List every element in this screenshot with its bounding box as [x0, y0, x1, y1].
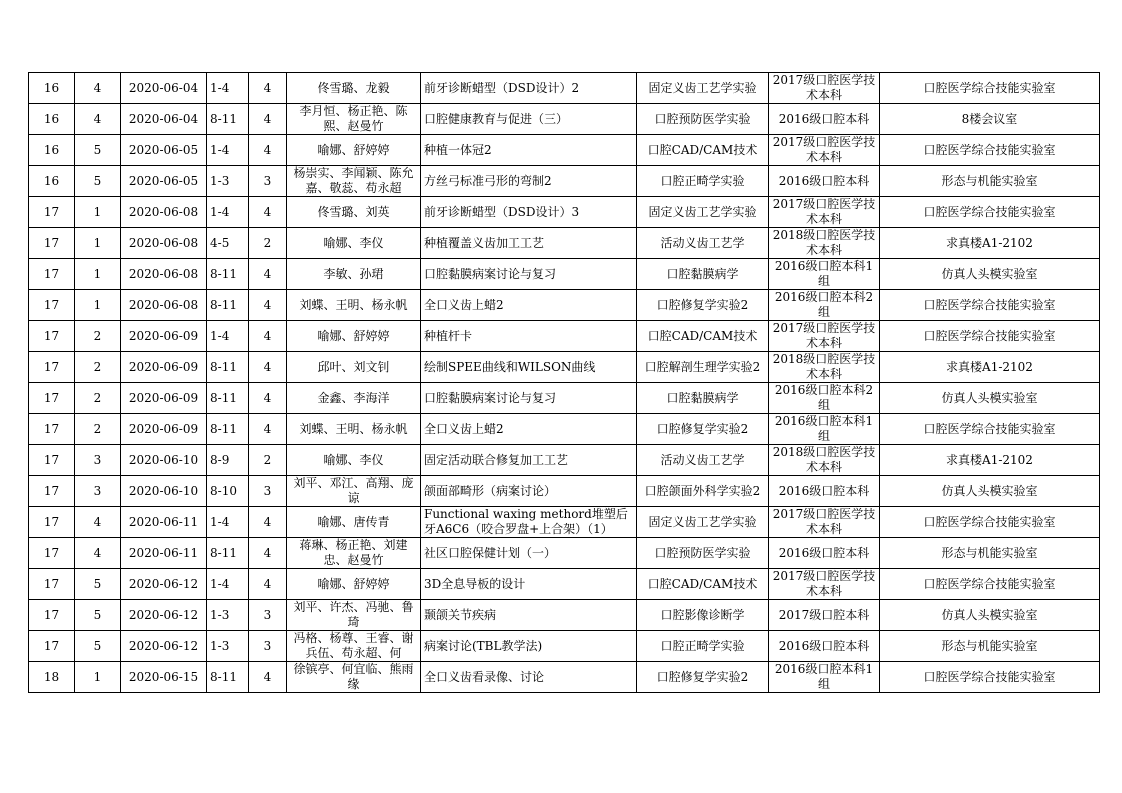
room-cell: 形态与机能实验室 — [880, 631, 1100, 662]
table-row — [29, 197, 1100, 228]
room-cell: 仿真人头模实验室 — [880, 600, 1100, 631]
room-cell: 口腔医学综合技能实验室 — [880, 569, 1100, 600]
class-cell: 2016级口腔本科 — [769, 104, 880, 135]
period-cell: 1-4 — [207, 135, 249, 166]
hours-cell: 4 — [249, 73, 287, 104]
date-cell: 2020-06-04 — [121, 73, 207, 104]
room-cell: 求真楼A1-2102 — [880, 352, 1100, 383]
room-cell: 仿真人头模实验室 — [880, 476, 1100, 507]
subject-cell: 固定义齿工艺学实验 — [637, 507, 769, 538]
table-row — [29, 259, 1100, 290]
class-cell: 2017级口腔医学技术本科 — [769, 507, 880, 538]
course-cell: 全口义齿看录像、讨论 — [421, 662, 637, 693]
subject-cell: 口腔解剖生理学实验2 — [637, 352, 769, 383]
class-cell: 2018级口腔医学技术本科 — [769, 352, 880, 383]
period-cell: 1-4 — [207, 321, 249, 352]
date-cell: 2020-06-08 — [121, 197, 207, 228]
week-cell: 17 — [29, 600, 75, 631]
class-cell: 2016级口腔本科 — [769, 476, 880, 507]
weekday-cell: 2 — [75, 383, 121, 414]
class-cell: 2018级口腔医学技术本科 — [769, 445, 880, 476]
course-cell: 口腔健康教育与促进（三） — [421, 104, 637, 135]
weekday-cell: 1 — [75, 197, 121, 228]
period-cell: 1-3 — [207, 166, 249, 197]
weekday-cell: 5 — [75, 166, 121, 197]
date-cell: 2020-06-05 — [121, 135, 207, 166]
teachers-cell: 佟雪璐、龙毅 — [287, 73, 421, 104]
class-cell: 2017级口腔医学技术本科 — [769, 73, 880, 104]
date-cell: 2020-06-08 — [121, 228, 207, 259]
course-cell: 前牙诊断蜡型（DSD设计）3 — [421, 197, 637, 228]
hours-cell: 4 — [249, 259, 287, 290]
course-cell: 绘制SPEE曲线和WILSON曲线 — [421, 352, 637, 383]
hours-cell: 3 — [249, 600, 287, 631]
subject-cell: 口腔黏膜病学 — [637, 259, 769, 290]
table-row — [29, 569, 1100, 600]
period-cell: 8-11 — [207, 414, 249, 445]
class-cell: 2016级口腔本科1组 — [769, 414, 880, 445]
date-cell: 2020-06-04 — [121, 104, 207, 135]
subject-cell: 活动义齿工艺学 — [637, 445, 769, 476]
subject-cell: 固定义齿工艺学实验 — [637, 73, 769, 104]
class-cell: 2016级口腔本科 — [769, 538, 880, 569]
teachers-cell: 刘平、许杰、冯驰、鲁琦 — [287, 600, 421, 631]
date-cell: 2020-06-05 — [121, 166, 207, 197]
class-cell: 2016级口腔本科1组 — [769, 259, 880, 290]
week-cell: 17 — [29, 352, 75, 383]
week-cell: 17 — [29, 259, 75, 290]
subject-cell: 口腔预防医学实验 — [637, 104, 769, 135]
period-cell: 1-3 — [207, 600, 249, 631]
course-cell: Functional waxing methord堆塑后牙A6C6（咬合罗盘+上合架）（1） — [421, 507, 637, 538]
teachers-cell: 喻娜、李仪 — [287, 228, 421, 259]
schedule-table — [28, 72, 1100, 693]
table-row — [29, 476, 1100, 507]
period-cell: 1-4 — [207, 507, 249, 538]
course-cell: 种植覆盖义齿加工工艺 — [421, 228, 637, 259]
week-cell: 18 — [29, 662, 75, 693]
class-cell: 2017级口腔医学技术本科 — [769, 197, 880, 228]
week-cell: 17 — [29, 197, 75, 228]
hours-cell: 2 — [249, 445, 287, 476]
room-cell: 仿真人头模实验室 — [880, 383, 1100, 414]
class-cell: 2016级口腔本科2组 — [769, 383, 880, 414]
course-cell: 全口义齿上蜡2 — [421, 414, 637, 445]
hours-cell: 4 — [249, 321, 287, 352]
course-cell: 颌面部畸形（病案讨论） — [421, 476, 637, 507]
course-cell: 固定活动联合修复加工工艺 — [421, 445, 637, 476]
course-cell: 3D全息导板的设计 — [421, 569, 637, 600]
teachers-cell: 喻娜、唐传青 — [287, 507, 421, 538]
hours-cell: 4 — [249, 104, 287, 135]
room-cell: 8楼会议室 — [880, 104, 1100, 135]
teachers-cell: 喻娜、舒婷婷 — [287, 321, 421, 352]
weekday-cell: 4 — [75, 507, 121, 538]
date-cell: 2020-06-12 — [121, 569, 207, 600]
table-row — [29, 507, 1100, 538]
class-cell: 2016级口腔本科2组 — [769, 290, 880, 321]
course-cell: 方丝弓标准弓形的弯制2 — [421, 166, 637, 197]
course-cell: 病案讨论(TBL教学法) — [421, 631, 637, 662]
table-row — [29, 104, 1100, 135]
teachers-cell: 徐镔亭、何宜临、熊雨缘 — [287, 662, 421, 693]
week-cell: 17 — [29, 321, 75, 352]
week-cell: 17 — [29, 631, 75, 662]
teachers-cell: 喻娜、李仪 — [287, 445, 421, 476]
subject-cell: 活动义齿工艺学 — [637, 228, 769, 259]
table-row — [29, 166, 1100, 197]
table-row — [29, 600, 1100, 631]
teachers-cell: 蒋琳、杨正艳、刘建忠、赵曼竹 — [287, 538, 421, 569]
date-cell: 2020-06-11 — [121, 507, 207, 538]
course-cell: 社区口腔保健计划（一） — [421, 538, 637, 569]
period-cell: 8-11 — [207, 383, 249, 414]
date-cell: 2020-06-09 — [121, 383, 207, 414]
week-cell: 17 — [29, 569, 75, 600]
week-cell: 17 — [29, 228, 75, 259]
table-row — [29, 135, 1100, 166]
table-row — [29, 228, 1100, 259]
week-cell: 17 — [29, 445, 75, 476]
period-cell: 8-11 — [207, 104, 249, 135]
period-cell: 8-10 — [207, 476, 249, 507]
teachers-cell: 喻娜、舒婷婷 — [287, 135, 421, 166]
subject-cell: 口腔颌面外科学实验2 — [637, 476, 769, 507]
hours-cell: 3 — [249, 631, 287, 662]
hours-cell: 4 — [249, 569, 287, 600]
subject-cell: 口腔CAD/CAM技术 — [637, 569, 769, 600]
table-row — [29, 445, 1100, 476]
room-cell: 形态与机能实验室 — [880, 166, 1100, 197]
period-cell: 8-11 — [207, 259, 249, 290]
week-cell: 17 — [29, 538, 75, 569]
week-cell: 16 — [29, 73, 75, 104]
course-cell: 颞颌关节疾病 — [421, 600, 637, 631]
table-row — [29, 383, 1100, 414]
period-cell: 1-4 — [207, 197, 249, 228]
room-cell: 形态与机能实验室 — [880, 538, 1100, 569]
date-cell: 2020-06-08 — [121, 290, 207, 321]
room-cell: 求真楼A1-2102 — [880, 228, 1100, 259]
weekday-cell: 1 — [75, 228, 121, 259]
teachers-cell: 李月恒、杨正艳、陈熙、赵曼竹 — [287, 104, 421, 135]
teachers-cell: 喻娜、舒婷婷 — [287, 569, 421, 600]
date-cell: 2020-06-15 — [121, 662, 207, 693]
date-cell: 2020-06-09 — [121, 352, 207, 383]
schedule-rows — [29, 73, 1100, 693]
teachers-cell: 刘蝶、王明、杨永帆 — [287, 414, 421, 445]
room-cell: 口腔医学综合技能实验室 — [880, 662, 1100, 693]
hours-cell: 4 — [249, 662, 287, 693]
table-row — [29, 414, 1100, 445]
teachers-cell: 刘平、邓江、高翔、庞谅 — [287, 476, 421, 507]
hours-cell: 2 — [249, 228, 287, 259]
course-cell: 全口义齿上蜡2 — [421, 290, 637, 321]
subject-cell: 口腔黏膜病学 — [637, 383, 769, 414]
period-cell: 1-4 — [207, 569, 249, 600]
period-cell: 1-3 — [207, 631, 249, 662]
hours-cell: 4 — [249, 414, 287, 445]
hours-cell: 4 — [249, 135, 287, 166]
period-cell: 8-11 — [207, 352, 249, 383]
course-cell: 前牙诊断蜡型（DSD设计）2 — [421, 73, 637, 104]
class-cell: 2016级口腔本科 — [769, 166, 880, 197]
hours-cell: 4 — [249, 290, 287, 321]
period-cell: 8-11 — [207, 662, 249, 693]
hours-cell: 3 — [249, 166, 287, 197]
subject-cell: 口腔影像诊断学 — [637, 600, 769, 631]
table-row — [29, 321, 1100, 352]
subject-cell: 口腔正畸学实验 — [637, 631, 769, 662]
teachers-cell: 佟雪璐、刘英 — [287, 197, 421, 228]
room-cell: 口腔医学综合技能实验室 — [880, 290, 1100, 321]
teachers-cell: 杨崇实、李闻颖、陈允嘉、敬蕊、苟永超 — [287, 166, 421, 197]
week-cell: 17 — [29, 383, 75, 414]
class-cell: 2017级口腔医学技术本科 — [769, 135, 880, 166]
class-cell: 2016级口腔本科1组 — [769, 662, 880, 693]
hours-cell: 4 — [249, 507, 287, 538]
room-cell: 口腔医学综合技能实验室 — [880, 197, 1100, 228]
date-cell: 2020-06-10 — [121, 476, 207, 507]
weekday-cell: 2 — [75, 321, 121, 352]
hours-cell: 4 — [249, 197, 287, 228]
table-row — [29, 73, 1100, 104]
period-cell: 8-11 — [207, 290, 249, 321]
class-cell: 2016级口腔本科 — [769, 631, 880, 662]
weekday-cell: 5 — [75, 631, 121, 662]
date-cell: 2020-06-09 — [121, 414, 207, 445]
period-cell: 1-4 — [207, 73, 249, 104]
teachers-cell: 邱叶、刘文钊 — [287, 352, 421, 383]
date-cell: 2020-06-12 — [121, 600, 207, 631]
weekday-cell: 2 — [75, 414, 121, 445]
weekday-cell: 4 — [75, 104, 121, 135]
course-cell: 种植杆卡 — [421, 321, 637, 352]
table-row — [29, 352, 1100, 383]
week-cell: 17 — [29, 290, 75, 321]
hours-cell: 3 — [249, 476, 287, 507]
class-cell: 2017级口腔医学技术本科 — [769, 569, 880, 600]
teachers-cell: 李敏、孙珺 — [287, 259, 421, 290]
subject-cell: 口腔预防医学实验 — [637, 538, 769, 569]
subject-cell: 口腔CAD/CAM技术 — [637, 321, 769, 352]
date-cell: 2020-06-08 — [121, 259, 207, 290]
room-cell: 求真楼A1-2102 — [880, 445, 1100, 476]
week-cell: 17 — [29, 476, 75, 507]
week-cell: 17 — [29, 507, 75, 538]
weekday-cell: 5 — [75, 569, 121, 600]
subject-cell: 口腔正畸学实验 — [637, 166, 769, 197]
weekday-cell: 3 — [75, 445, 121, 476]
weekday-cell: 4 — [75, 73, 121, 104]
room-cell: 口腔医学综合技能实验室 — [880, 507, 1100, 538]
hours-cell: 4 — [249, 383, 287, 414]
date-cell: 2020-06-09 — [121, 321, 207, 352]
weekday-cell: 5 — [75, 135, 121, 166]
subject-cell: 固定义齿工艺学实验 — [637, 197, 769, 228]
table-row — [29, 290, 1100, 321]
subject-cell: 口腔修复学实验2 — [637, 414, 769, 445]
course-cell: 口腔黏膜病案讨论与复习 — [421, 383, 637, 414]
table-row — [29, 631, 1100, 662]
weekday-cell: 1 — [75, 259, 121, 290]
week-cell: 16 — [29, 104, 75, 135]
class-cell: 2018级口腔医学技术本科 — [769, 228, 880, 259]
table-row — [29, 662, 1100, 693]
teachers-cell: 冯格、杨尊、王睿、谢兵伍、苟永超、何 — [287, 631, 421, 662]
table-row — [29, 538, 1100, 569]
date-cell: 2020-06-12 — [121, 631, 207, 662]
teachers-cell: 金鑫、李海洋 — [287, 383, 421, 414]
course-cell: 口腔黏膜病案讨论与复习 — [421, 259, 637, 290]
room-cell: 仿真人头模实验室 — [880, 259, 1100, 290]
date-cell: 2020-06-11 — [121, 538, 207, 569]
room-cell: 口腔医学综合技能实验室 — [880, 73, 1100, 104]
weekday-cell: 1 — [75, 662, 121, 693]
room-cell: 口腔医学综合技能实验室 — [880, 135, 1100, 166]
hours-cell: 4 — [249, 538, 287, 569]
subject-cell: 口腔修复学实验2 — [637, 290, 769, 321]
weekday-cell: 5 — [75, 600, 121, 631]
hours-cell: 4 — [249, 352, 287, 383]
weekday-cell: 4 — [75, 538, 121, 569]
date-cell: 2020-06-10 — [121, 445, 207, 476]
class-cell: 2017级口腔本科 — [769, 600, 880, 631]
weekday-cell: 1 — [75, 290, 121, 321]
subject-cell: 口腔修复学实验2 — [637, 662, 769, 693]
weekday-cell: 3 — [75, 476, 121, 507]
room-cell: 口腔医学综合技能实验室 — [880, 414, 1100, 445]
teachers-cell: 刘蝶、王明、杨永帆 — [287, 290, 421, 321]
room-cell: 口腔医学综合技能实验室 — [880, 321, 1100, 352]
class-cell: 2017级口腔医学技术本科 — [769, 321, 880, 352]
weekday-cell: 2 — [75, 352, 121, 383]
period-cell: 8-11 — [207, 538, 249, 569]
week-cell: 16 — [29, 166, 75, 197]
subject-cell: 口腔CAD/CAM技术 — [637, 135, 769, 166]
period-cell: 8-9 — [207, 445, 249, 476]
course-cell: 种植一体冠2 — [421, 135, 637, 166]
period-cell: 4-5 — [207, 228, 249, 259]
week-cell: 17 — [29, 414, 75, 445]
week-cell: 16 — [29, 135, 75, 166]
